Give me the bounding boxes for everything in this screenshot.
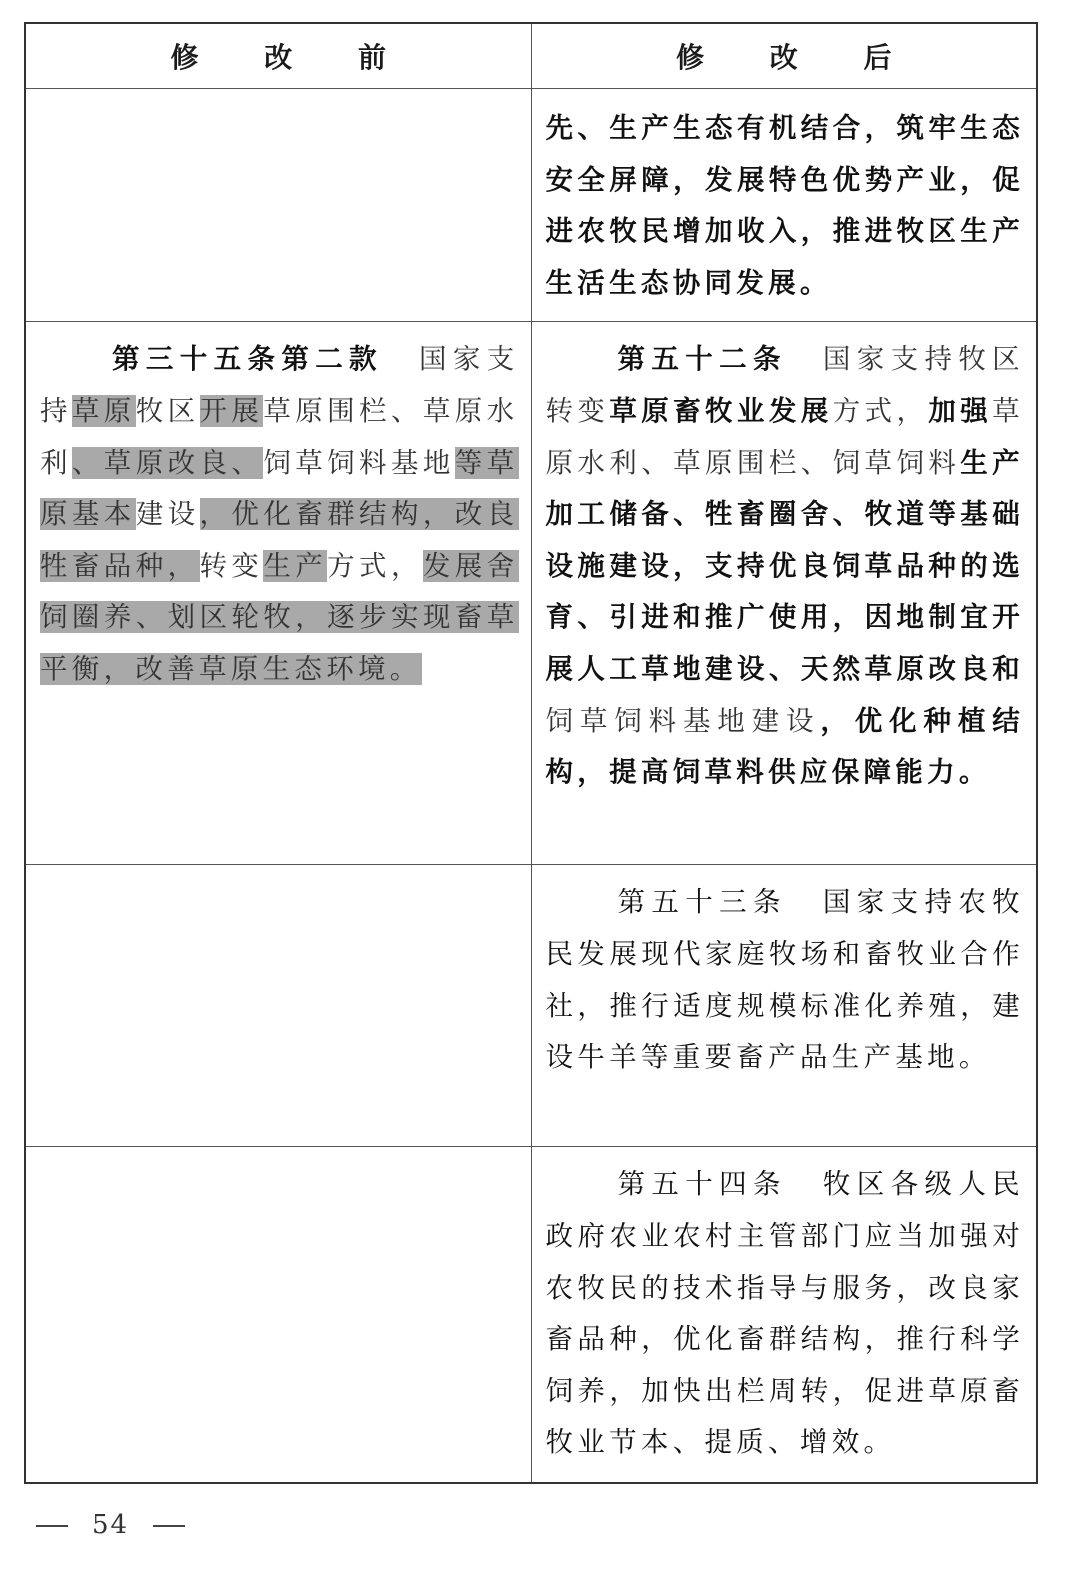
highlighted-text: 发展舍饲圈养、划区轮牧，逐步实现畜草平衡，改善草原生态环境。 [40, 549, 519, 685]
cell-before-text [26, 89, 531, 113]
article-title: 第五十四条 [615, 1168, 787, 1201]
highlighted-text: 、草原改良、 [71, 446, 264, 479]
article-title: 第五十三条 [615, 886, 787, 919]
cell-before [25, 322, 531, 865]
dash-left-icon [36, 1525, 68, 1527]
text-run: 饲草饲料基地 [263, 446, 455, 479]
text-run: 建设 [135, 498, 200, 531]
text-run: 国家支持牧区转变 [545, 343, 1024, 427]
cell-after [531, 865, 1037, 1147]
text-run: 国家支持农牧民发展现代家庭牧场和畜牧业合作社，推行适度规模标准化养殖，建设牛羊等重要畜产品生产基地。 [545, 886, 1024, 1074]
highlighted-text: 生产 [263, 549, 328, 582]
table-row [25, 865, 1037, 1147]
text-run: 先、生产生态有机结合，筑牢生态安全屏障，发展特色优势产业，促进农牧民增加收入，推进牧区生产生活生态协同发展。 [545, 112, 1024, 299]
cell-after-text [532, 89, 1037, 321]
text-run: 草原水利、草原围栏、饲草饲料 [545, 394, 1024, 479]
highlighted-text: 等草原基本 [40, 446, 519, 531]
text-run: 生产加工储备、牲畜圈舍、牧道等基础设施建设，支持优良饲草品种的选育、引进和推广使用，因地制宜开展人工草地建设、天然草原改良和 [545, 446, 1024, 685]
header-before-label: 修 改 前 [170, 41, 414, 74]
text-run: 草原围栏、草原水利 [40, 394, 519, 479]
text-run: 国家支持 [40, 343, 519, 427]
header-after [531, 23, 1037, 89]
page-number-value: 54 [92, 1510, 130, 1540]
header-before [25, 23, 531, 89]
text-run: 牧区各级人民政府农业农村主管部门应当加强对农牧民的技术指导与服务，改良家畜品种，优化畜群结构，推行科学饲养，加快出栏周转，促进草原畜牧业节本、提质、增效。 [545, 1168, 1024, 1459]
text-run: 转变 [199, 549, 264, 582]
text-run: 方式， [327, 549, 423, 582]
highlighted-text: 草原 [71, 394, 136, 427]
highlighted-text: ，优化畜群结构，改良牲畜品种， [40, 498, 519, 582]
header-after-label: 修 改 后 [676, 41, 920, 74]
cell-after [531, 89, 1037, 322]
cell-before-text [26, 1147, 531, 1171]
highlighted-text: 开展 [199, 394, 264, 427]
table-row [25, 89, 1037, 322]
comparison-table [24, 22, 1038, 1484]
cell-before-text [26, 322, 531, 707]
cell-before [25, 89, 531, 322]
table-header-row [25, 23, 1037, 89]
dash-right-icon [153, 1525, 185, 1527]
cell-after-text [532, 322, 1037, 810]
cell-before [25, 865, 531, 1147]
cell-after-text [532, 865, 1037, 1095]
cell-after [531, 322, 1037, 865]
cell-after [531, 1147, 1037, 1483]
text-run: ，优化种植结构，提高饲草料供应保障能力。 [545, 704, 1024, 789]
text-run: 草原畜牧业发展 [609, 394, 833, 427]
article-title: 第三十五条第二款 [110, 343, 383, 376]
table-row [25, 1147, 1037, 1483]
text-run: 牧区 [135, 394, 200, 427]
cell-after-text [532, 1147, 1037, 1481]
article-title: 第五十二条 [615, 343, 787, 376]
page-number [36, 1510, 185, 1540]
cell-before [25, 1147, 531, 1483]
cell-before-text [26, 865, 531, 889]
text-run: 饲草饲料基地建设 [545, 704, 821, 737]
text-run: 加强 [928, 394, 993, 427]
text-run: 方式， [832, 394, 929, 427]
table-row [25, 322, 1037, 865]
